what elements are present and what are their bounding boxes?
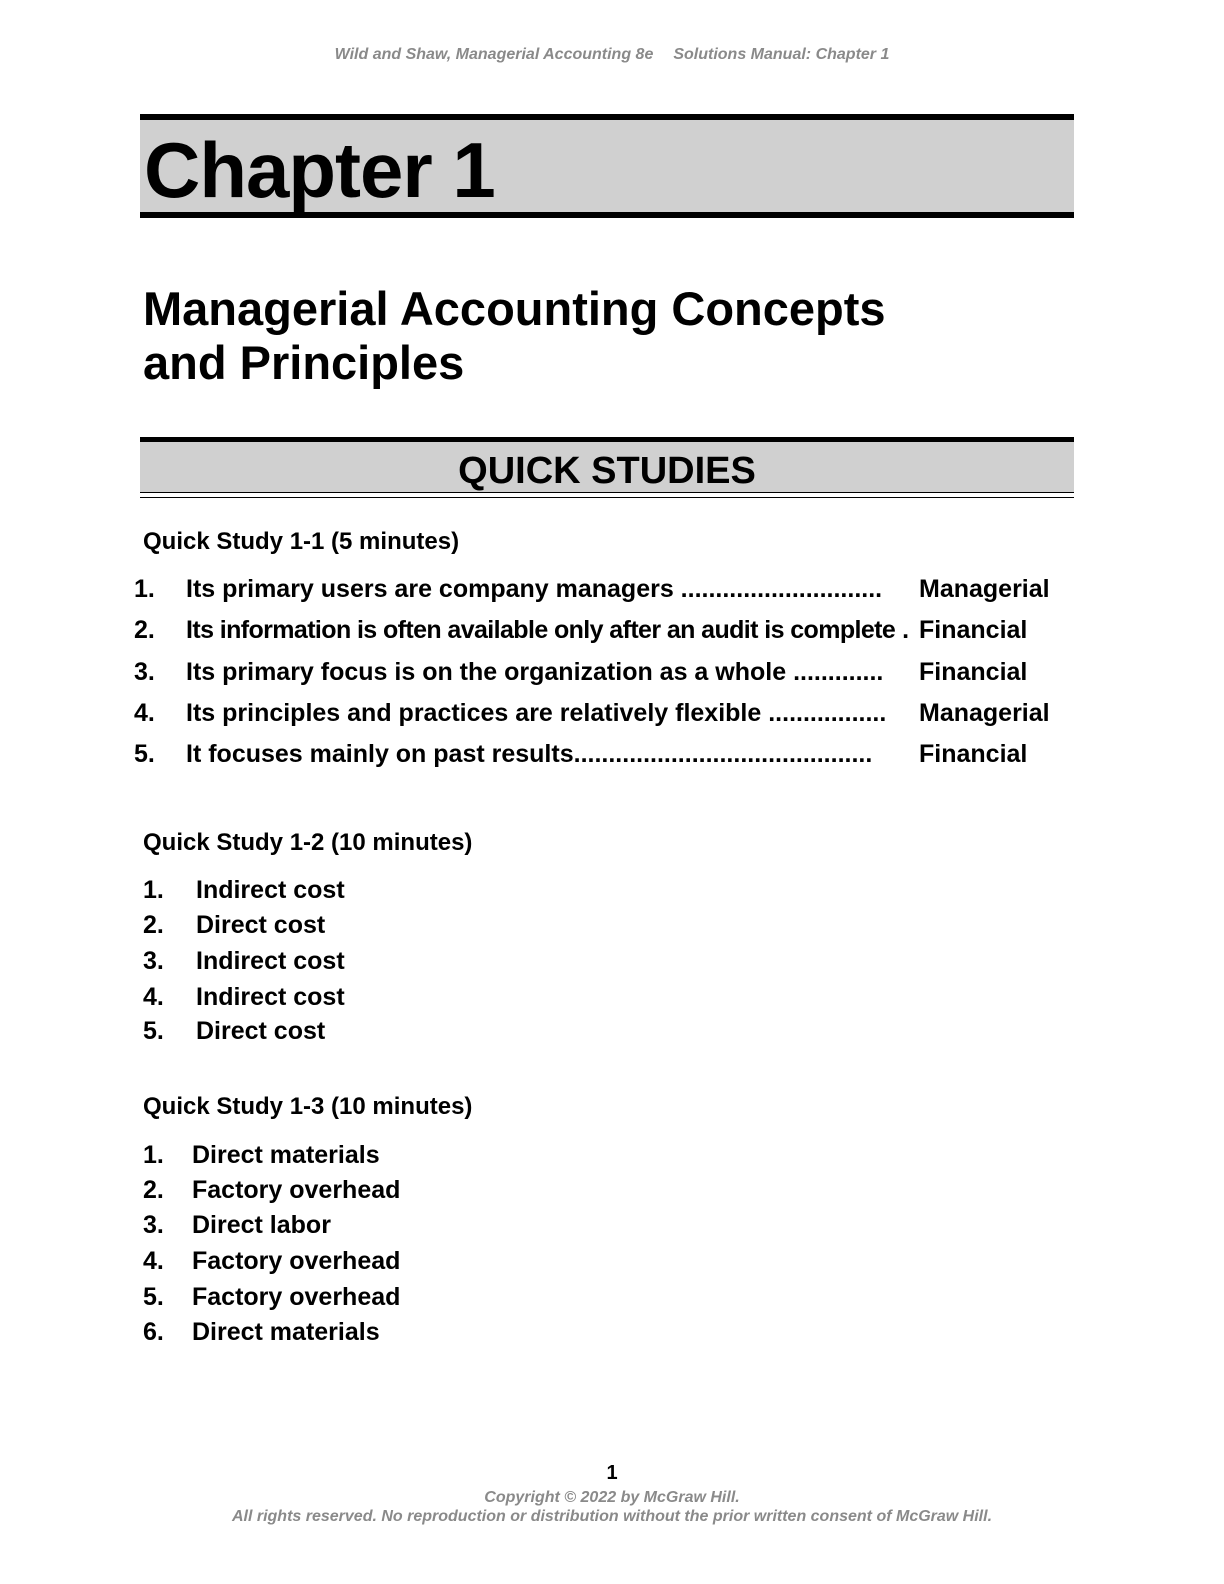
answer-label: Managerial xyxy=(919,575,1050,603)
quick-study-1-3-heading: Quick Study 1-3 (10 minutes) xyxy=(143,1093,473,1120)
header-book-title: Wild and Shaw, Managerial Accounting 8e xyxy=(334,46,654,63)
chapter-title: Chapter 1 xyxy=(144,126,495,214)
section-title: QUICK STUDIES xyxy=(458,450,756,492)
quick-study-1-2-heading: Quick Study 1-2 (10 minutes) xyxy=(143,829,473,856)
answer-label: Financial xyxy=(919,740,1028,768)
answer-label: Financial xyxy=(919,616,1028,644)
section-title-band xyxy=(140,437,1074,497)
chapter-subtitle-line1: Managerial Accounting Concepts xyxy=(143,282,886,335)
copyright-notice xyxy=(0,1488,1224,1526)
chapter-subtitle xyxy=(143,282,886,390)
header-manual-title: Solutions Manual: Chapter 1 xyxy=(673,46,890,63)
answer-label: Financial xyxy=(919,658,1028,686)
quick-study-1-1-heading: Quick Study 1-1 (5 minutes) xyxy=(143,528,460,555)
chapter-title-band xyxy=(140,114,1074,218)
answer-label: Managerial xyxy=(919,699,1050,727)
running-header xyxy=(0,46,1224,64)
copyright-line: Copyright © 2022 by McGraw Hill. xyxy=(484,1489,740,1506)
rights-line: All rights reserved. No reproduction or distribution without the prior written consent of McGraw Hill. xyxy=(231,1508,993,1525)
page-number: 1 xyxy=(606,1462,618,1484)
chapter-subtitle-line2: and Principles xyxy=(143,336,465,389)
